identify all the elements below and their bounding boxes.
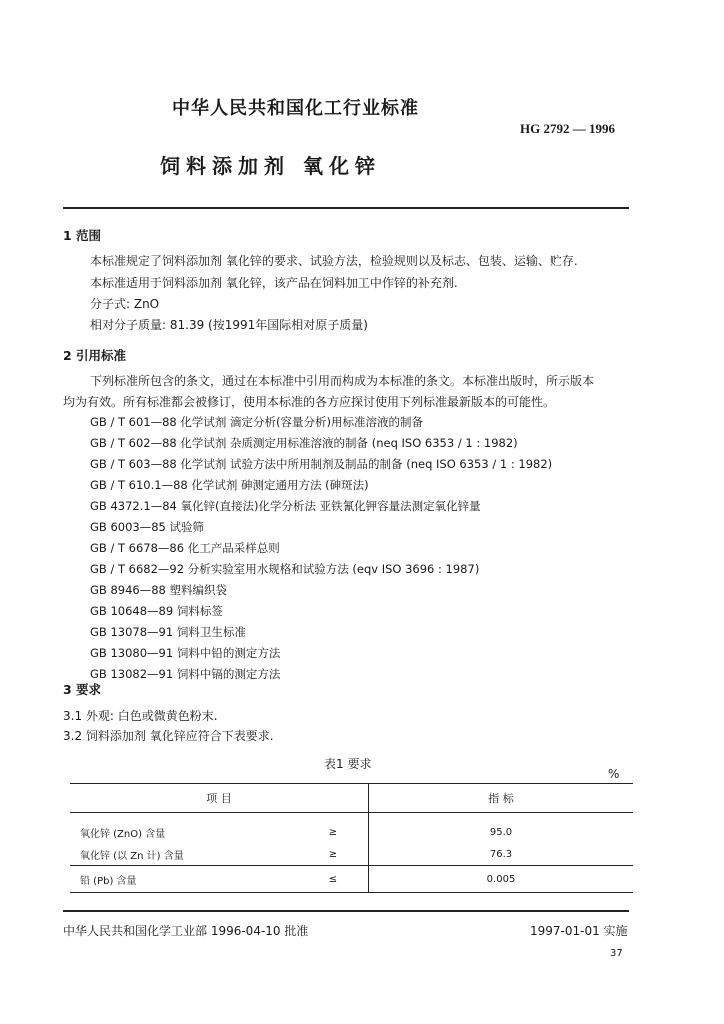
column-header-item: 项 目	[70, 784, 369, 813]
row-operator: ≤	[298, 866, 369, 893]
table-row	[70, 866, 633, 893]
row-operator: ≥	[298, 813, 369, 844]
document-title: 饲料添加剂 氧化锌	[160, 154, 381, 178]
row-item: 氧化锌 (以 Zn 计) 含量	[80, 850, 184, 862]
implementation-date: 1997-01-01 实施	[530, 924, 628, 938]
section-2-heading: 2 引用标准	[63, 348, 127, 363]
column-header-value: 指 标	[369, 784, 634, 813]
page-number: 37	[610, 948, 623, 959]
clause-3-2-requirements: 3.2 饲料添加剂 氧化锌应符合下表要求.	[63, 729, 274, 743]
row-operator: ≥	[298, 843, 369, 866]
reference-standard: GB 6003—85 试验筛	[90, 520, 205, 534]
table-header-row	[70, 784, 633, 813]
reference-standard: GB / T 6682—92 分析实验室用水规格和试验方法 (eqv ISO 3696 : 1987)	[90, 562, 480, 576]
header-divider	[63, 207, 629, 209]
reference-standard: GB / T 610.1—88 化学试剂 砷测定通用方法 (砷斑法)	[90, 478, 369, 492]
section-2-intro-line-2: 均为有效。所有标准都会被修订，使用本标准的各方应探讨使用下列标准最新版本的可能性。	[63, 395, 556, 409]
table-unit: %	[608, 767, 620, 781]
standard-code: HG 2792 — 1996	[520, 121, 615, 136]
row-item: 氧化锌 (ZnO) 含量	[80, 828, 166, 840]
publisher-title: 中华人民共和国化工行业标准	[172, 98, 419, 119]
row-value: 95.0	[489, 826, 513, 838]
reference-standard: GB 13082—91 饲料中镉的测定方法	[90, 667, 281, 681]
section-1-heading: 1 范围	[63, 228, 102, 243]
approval-line: 中华人民共和国化学工业部 1996-04-10 批准	[63, 924, 309, 938]
reference-standard: GB / T 6678—86 化工产品采样总则	[90, 541, 280, 555]
table-caption: 表1 要求	[324, 757, 372, 771]
reference-standard: GB 8946—88 塑料编织袋	[90, 583, 228, 597]
reference-standard: GB 13078—91 饲料卫生标准	[90, 625, 246, 639]
table-row	[70, 813, 633, 844]
requirements-table	[70, 783, 633, 893]
row-value: 76.3	[489, 848, 513, 860]
section-1-scope-text: 本标准规定了饲料添加剂 氧化锌的要求、试验方法，检验规则以及标志、包装、运输、贮存.	[90, 254, 578, 268]
section-2-intro-line-1: 下列标准所包含的条文，通过在本标准中引用而构成为本标准的条文。本标准出版时，所示版本	[90, 374, 595, 388]
table-row	[70, 843, 633, 866]
footer-divider	[63, 910, 629, 912]
row-value: 0.005	[369, 866, 634, 893]
reference-standard: GB 10648—89 饲料标签	[90, 604, 223, 618]
section-1-applicability-text: 本标准适用于饲料添加剂 氧化锌，该产品在饲料加工中作锌的补充剂.	[90, 276, 458, 290]
molecular-formula: 分子式: ZnO	[90, 297, 160, 311]
reference-standard: GB / T 603—88 化学试剂 试验方法中所用制剂及制品的制备 (neq ISO 6353 / 1 : 1982)	[90, 457, 553, 471]
clause-3-1-appearance: 3.1 外观: 白色或微黄色粉末.	[63, 709, 218, 723]
row-item: 铅 (Pb) 含量	[70, 866, 298, 893]
reference-standard: GB / T 601—88 化学试剂 滴定分析(容量分析)用标准溶液的制备	[90, 415, 424, 429]
reference-standard: GB / T 602—88 化学试剂 杂质测定用标准溶液的制备 (neq ISO 6353 / 1 : 1982)	[90, 436, 518, 450]
section-3-heading: 3 要求	[63, 682, 102, 697]
molecular-mass: 相对分子质量: 81.39 (按1991年国际相对原子质量)	[90, 318, 368, 332]
reference-standard: GB 13080—91 饲料中铅的测定方法	[90, 646, 281, 660]
reference-standard: GB 4372.1—84 氧化锌(直接法)化学分析法 亚铁氰化钾容量法测定氧化锌量	[90, 499, 481, 513]
